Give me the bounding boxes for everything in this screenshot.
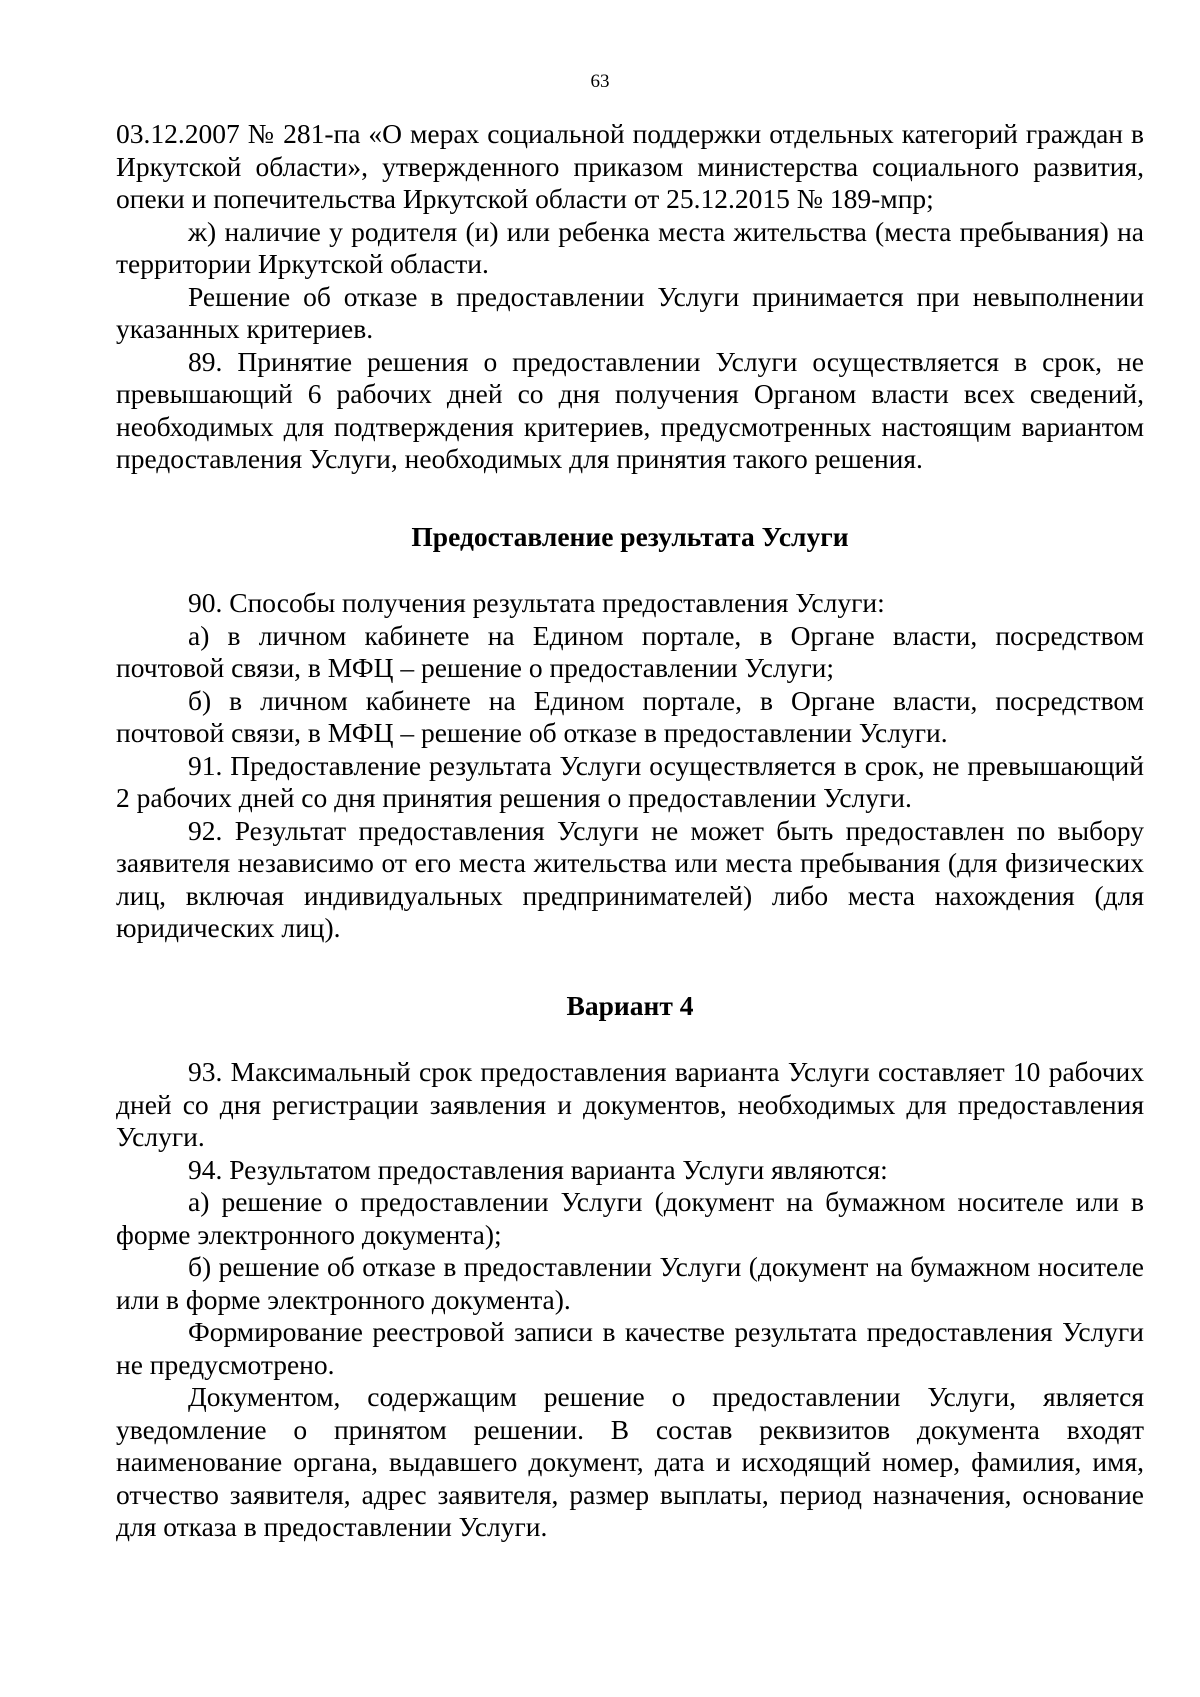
paragraph-89: 89. Принятие решения о предоставлении Услуги осуществляется в срок, не превышающий 6 рабочих дней со дня получения Органом власти всех сведений, необходимых для подтверждения критериев, предусмотренных настоящим вариантом предоставления Услуги, необходимых для принятия такого решения. [116, 345, 1144, 474]
paragraph-94-a: а) решение о предоставлении Услуги (документ на бумажном носителе или в форме электронного документа); [116, 1186, 1144, 1250]
paragraph-decision-document: Документом, содержащим решение о предоставлении Услуги, является уведомление о принятом решении. В состав реквизитов документа входят наименование органа, выдавшего документ, дата и исходящий номер, фамилия, имя, отчество заявителя, адрес заявителя, размер выплаты, период назначения, основание для отказа в предоставлении Услуги. [116, 1381, 1144, 1542]
document-body [116, 118, 1144, 1544]
paragraph-94: 94. Результатом предоставления варианта Услуги являются: [188, 1153, 888, 1185]
paragraph-continuation: 03.12.2007 № 281-па «О мерах социальной поддержки отдельных категорий граждан в Иркутской области», утвержденного приказом министерства социального развития, опеки и попечительства Иркутской области от 25.12.2015 № 189-мпр; [116, 118, 1144, 214]
paragraph-registry-record: Формирование реестровой записи в качестве результата предоставления Услуги не предусмотрено. [116, 1316, 1144, 1380]
paragraph-item-zh: ж) наличие у родителя (и) или ребенка места жительства (места пребывания) на территории Иркутской области. [116, 215, 1144, 279]
section-heading-result: Предоставление результата Услуги [411, 520, 849, 552]
paragraph-91: 91. Предоставление результата Услуги осуществляется в срок, не превышающий 2 рабочих дней со дня принятия решения о предоставлении Услуги. [116, 749, 1144, 813]
section-heading-variant: Вариант 4 [566, 989, 694, 1021]
paragraph-94-b: б) решение об отказе в предоставлении Услуги (документ на бумажном носителе или в форме электронного документа). [116, 1251, 1144, 1315]
page-number: 63 [590, 71, 610, 92]
paragraph-refusal-decision: Решение об отказе в предоставлении Услуги принимается при невыполнении указанных критериев. [116, 280, 1144, 344]
paragraph-90-a: а) в личном кабинете на Едином портале, в Органе власти, посредством почтовой связи, в МФЦ – решение о предоставлении Услуги; [116, 619, 1144, 683]
paragraph-90: 90. Способы получения результата предоставления Услуги: [188, 587, 885, 618]
paragraph-92: 92. Результат предоставления Услуги не может быть предоставлен по выбору заявителя независимо от его места жительства или места пребывания (для физических лиц, включая индивидуальных предпринимателей) либо места нахождения (для юридических лиц). [116, 814, 1144, 943]
paragraph-90-b: б) в личном кабинете на Едином портале, в Органе власти, посредством почтовой связи, в МФЦ – решение об отказе в предоставлении Услуги. [116, 684, 1144, 748]
paragraph-93: 93. Максимальный срок предоставления варианта Услуги составляет 10 рабочих дней со дня регистрации заявления и документов, необходимых для предоставления Услуги. [116, 1056, 1144, 1152]
